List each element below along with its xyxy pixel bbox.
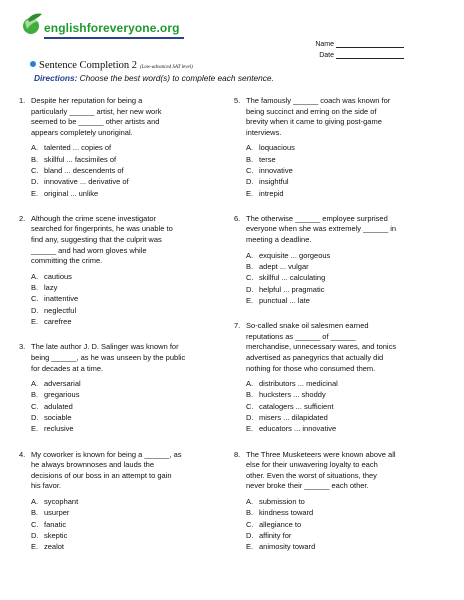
question-line: meeting a deadline. <box>246 235 312 245</box>
option-text: insightful <box>259 177 289 187</box>
question-line: seemed to be ______ other artists and <box>31 117 160 127</box>
worksheet-title <box>30 60 193 71</box>
option-text: helpful ... pragmatic <box>259 284 325 294</box>
option-letter: D. <box>246 177 254 187</box>
option-text: usurper <box>44 508 70 518</box>
option-letter: C. <box>246 401 254 411</box>
answer-option[interactable] <box>31 413 81 424</box>
option-letter: A. <box>31 497 39 507</box>
answer-option[interactable] <box>31 497 78 508</box>
option-letter: D. <box>246 284 254 294</box>
option-letter: A. <box>246 143 254 153</box>
question-line: My coworker is known for being a ______, as <box>31 449 182 459</box>
option-text: loquacious <box>259 143 295 153</box>
option-text: skillful ... facsimiles of <box>44 154 117 164</box>
option-letter: B. <box>246 154 254 164</box>
question-line: everyone when she was extremely ______ in <box>246 224 397 234</box>
option-letter: B. <box>31 283 39 293</box>
option-text: sociable <box>44 413 72 423</box>
option-letter: C. <box>246 519 254 529</box>
option-letter: C. <box>31 294 39 304</box>
option-text: hucksters ... shoddy <box>259 390 326 400</box>
name-date-fields <box>300 37 404 59</box>
option-text: submission to <box>259 497 305 507</box>
answer-option[interactable] <box>31 520 78 531</box>
option-letter: C. <box>246 165 254 175</box>
answer-option[interactable] <box>246 189 295 200</box>
answer-option[interactable] <box>246 379 338 390</box>
answer-option[interactable] <box>246 166 295 177</box>
option-text: adulated <box>44 401 73 411</box>
option-text: animosity toward <box>259 542 316 552</box>
question-line: other. Even the worst of situations, they <box>246 470 377 480</box>
option-letter: C. <box>31 165 39 175</box>
title-text: Sentence Completion 2 <box>39 60 137 71</box>
directions-label: Directions: <box>34 73 78 83</box>
answer-option[interactable] <box>246 285 330 296</box>
option-text: innovative ... derivative of <box>44 177 129 187</box>
answer-options <box>246 379 338 435</box>
question-line: appears completely unoriginal. <box>31 127 133 137</box>
question-line: decisions of our boss in an attempt to gain <box>31 470 172 480</box>
answer-option[interactable] <box>31 390 81 401</box>
answer-option[interactable] <box>31 317 78 328</box>
directions <box>34 73 274 83</box>
question-line: So-called snake oil salesmen earned <box>246 321 369 331</box>
answer-option[interactable] <box>31 542 78 553</box>
option-text: catalogers ... sufficient <box>259 401 334 411</box>
date-field[interactable] <box>336 50 404 59</box>
question-line: The late author J. D. Salinger was known for <box>31 342 179 352</box>
answer-option[interactable] <box>246 251 330 262</box>
question-text <box>31 214 211 267</box>
option-letter: D. <box>31 530 39 540</box>
answer-option[interactable] <box>31 272 78 283</box>
question-text <box>31 342 211 374</box>
option-text: cautious <box>44 271 72 281</box>
question-text <box>246 450 426 492</box>
option-text: adept ... vulgar <box>259 261 309 271</box>
answer-option[interactable] <box>246 273 330 284</box>
option-text: adversarial <box>44 379 81 389</box>
date-label: Date <box>319 52 334 59</box>
option-letter: E. <box>246 188 254 198</box>
question-line: Despite her reputation for being a <box>31 96 143 105</box>
answer-option[interactable] <box>246 497 315 508</box>
option-text: terse <box>259 154 276 164</box>
question-line: he always brownnoses and lauds the <box>31 460 154 470</box>
option-letter: B. <box>246 390 254 400</box>
option-letter: A. <box>246 497 254 507</box>
answer-options <box>246 251 330 307</box>
name-label: Name <box>315 41 334 48</box>
question-number: 2. <box>19 213 26 223</box>
logo-underline <box>44 37 184 39</box>
answer-option[interactable] <box>246 155 295 166</box>
option-letter: A. <box>31 379 39 389</box>
answer-option[interactable] <box>31 379 81 390</box>
option-letter: D. <box>31 177 39 187</box>
answer-option[interactable] <box>246 424 338 435</box>
option-text: skeptic <box>44 530 68 540</box>
site-logo <box>20 10 190 46</box>
question-text <box>31 450 211 492</box>
option-text: distributors ... medicinal <box>259 379 338 389</box>
option-letter: E. <box>31 424 39 434</box>
option-text: reclusive <box>44 424 74 434</box>
question-line: find any, suggesting that the culprit was <box>31 235 162 245</box>
globe-leaf-icon <box>20 10 44 40</box>
question-text <box>31 96 211 138</box>
answer-option[interactable] <box>31 294 78 305</box>
option-letter: B. <box>31 390 39 400</box>
option-text: neglectful <box>44 305 77 315</box>
answer-option[interactable] <box>246 508 315 519</box>
option-letter: A. <box>246 379 254 389</box>
option-letter: E. <box>31 317 39 327</box>
question-number: 7. <box>234 321 241 331</box>
option-letter: D. <box>246 530 254 540</box>
option-text: misers ... dilapidated <box>259 413 328 423</box>
question-line: searched for fingerprints, he was unable to <box>31 224 173 234</box>
answer-option[interactable] <box>246 413 338 424</box>
question-line: for decades at a time. <box>31 363 104 373</box>
option-letter: D. <box>246 413 254 423</box>
answer-options <box>246 497 315 553</box>
option-letter: C. <box>31 401 39 411</box>
answer-option[interactable] <box>31 155 129 166</box>
option-letter: E. <box>246 542 254 552</box>
answer-option[interactable] <box>246 520 315 531</box>
question-number: 3. <box>19 342 26 352</box>
question-line: being succinct and erring on the side of <box>246 106 377 116</box>
question-line: nothing for those who consumed them. <box>246 363 376 373</box>
option-text: original ... unlike <box>44 188 99 198</box>
answer-option[interactable] <box>31 189 129 200</box>
question-line: else for their unwavering loyalty to each <box>246 460 378 470</box>
option-text: exquisite ... gorgeous <box>259 250 331 260</box>
question-line: committing the crime. <box>31 256 103 266</box>
option-letter: E. <box>31 188 39 198</box>
title-level: (Low-advanced SAT level) <box>139 65 193 70</box>
answer-option[interactable] <box>246 143 295 154</box>
option-text: gregarious <box>44 390 80 400</box>
answer-options <box>31 143 129 199</box>
option-text: talented ... copies of <box>44 143 112 153</box>
option-text: intrepid <box>259 188 284 198</box>
question-line: advertised as panegyrics that actually did <box>246 352 384 362</box>
answer-options <box>246 143 295 199</box>
title-bullet-icon <box>30 61 36 67</box>
answer-option[interactable] <box>246 390 338 401</box>
answer-option[interactable] <box>31 177 129 188</box>
question-number: 6. <box>234 213 241 223</box>
answer-option[interactable] <box>246 542 315 553</box>
answer-option[interactable] <box>246 177 295 188</box>
option-text: carefree <box>44 317 72 327</box>
question-line: Although the crime scene investigator <box>31 213 157 223</box>
option-letter: D. <box>31 413 39 423</box>
option-letter: B. <box>31 154 39 164</box>
question-line: brevity when it came to giving post-game <box>246 117 382 127</box>
option-text: educators ... innovative <box>259 424 337 434</box>
question-line: reputations as ______ of ______ <box>246 331 356 341</box>
question-number: 1. <box>19 96 26 105</box>
option-text: sycophant <box>44 497 79 507</box>
option-letter: A. <box>31 271 39 281</box>
question-line: The Three Musketeers were known above all <box>246 449 396 459</box>
option-letter: C. <box>246 273 254 283</box>
question-text <box>246 321 426 374</box>
answer-options <box>31 497 78 553</box>
answer-option[interactable] <box>31 166 129 177</box>
question-number: 5. <box>234 96 241 105</box>
name-field[interactable] <box>336 39 404 48</box>
answer-option[interactable] <box>31 306 78 317</box>
directions-text: Choose the best word(s) to complete each sentence. <box>79 73 274 83</box>
question-line: never broke their ______ each other. <box>246 481 369 491</box>
option-text: innovative <box>259 165 293 175</box>
option-text: kindness toward <box>259 508 314 518</box>
option-letter: B. <box>246 261 254 271</box>
date-row <box>300 48 404 59</box>
question-line: The famously ______ coach was known for <box>246 96 391 105</box>
answer-options <box>31 272 78 328</box>
option-text: inattentive <box>44 294 79 304</box>
answer-option[interactable] <box>246 262 330 273</box>
question-text <box>246 96 426 138</box>
question-number: 4. <box>19 449 26 459</box>
option-text: allegiance to <box>259 519 302 529</box>
question-line: particularly ______ artist, her new work <box>31 106 162 116</box>
option-letter: B. <box>246 508 254 518</box>
question-line: ______ and had worn gloves while <box>31 245 147 255</box>
question-line: merchandise, unnecessary wares, and tonics <box>246 342 397 352</box>
option-letter: E. <box>246 424 254 434</box>
option-letter: E. <box>246 295 254 305</box>
option-text: affinity for <box>259 530 292 540</box>
answer-option[interactable] <box>246 402 338 413</box>
answer-option[interactable] <box>31 531 78 542</box>
option-text: punctual ... late <box>259 295 310 305</box>
option-text: skillful ... calculating <box>259 273 326 283</box>
option-text: zealot <box>44 542 65 552</box>
option-letter: C. <box>31 519 39 529</box>
answer-option[interactable] <box>31 424 81 435</box>
answer-option[interactable] <box>246 296 330 307</box>
answer-option[interactable] <box>246 531 315 542</box>
answer-option[interactable] <box>31 143 129 154</box>
option-letter: A. <box>31 143 39 153</box>
question-line: interviews. <box>246 127 282 137</box>
answer-option[interactable] <box>31 283 78 294</box>
option-text: lazy <box>44 283 58 293</box>
question-line: his favor. <box>31 481 62 491</box>
option-letter: E. <box>31 542 39 552</box>
question-line: The otherwise ______ employee surprised <box>246 213 388 223</box>
answer-option[interactable] <box>31 402 81 413</box>
option-text: bland ... descendents of <box>44 165 124 175</box>
name-row <box>300 37 404 48</box>
option-text: fanatic <box>44 519 67 529</box>
option-letter: D. <box>31 305 39 315</box>
answer-option[interactable] <box>31 508 78 519</box>
logo-text: englishforeveryone.org <box>44 21 180 35</box>
option-letter: B. <box>31 508 39 518</box>
answer-options <box>31 379 81 435</box>
question-text <box>246 214 426 246</box>
question-number: 8. <box>234 449 241 459</box>
question-line: being ______, as he was unseen by the public <box>31 352 186 362</box>
option-letter: A. <box>246 250 254 260</box>
